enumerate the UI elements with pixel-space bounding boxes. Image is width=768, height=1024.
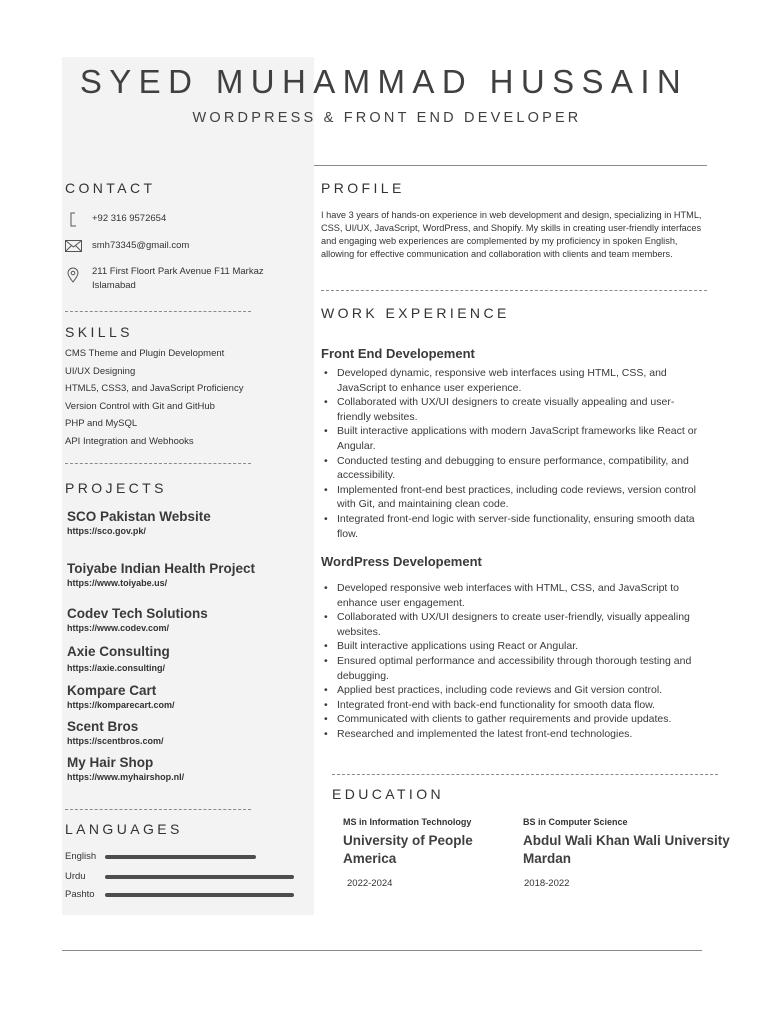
education-item	[343, 816, 493, 889]
skills-heading: SKILLS	[65, 324, 133, 340]
job-duty: • Developed responsive web interfaces with HTML, CSS, and JavaScript to enhance user engagement.	[321, 581, 706, 610]
project-item	[67, 683, 175, 711]
language-row	[65, 871, 294, 882]
job-duty: • Collaborated with UX/UI designers to create user-friendly, visually appealing websites.	[321, 610, 706, 639]
candidate-name: SYED MUHAMMAD HUSSAIN	[79, 63, 689, 100]
contact-divider	[65, 311, 251, 312]
job-title: WordPress Developement	[321, 554, 482, 569]
profile-heading: PROFILE	[321, 180, 405, 196]
projects-heading: PROJECTS	[65, 480, 167, 496]
address-text	[92, 265, 264, 292]
language-level-bar	[105, 875, 294, 879]
education-years: 2022-2024	[347, 878, 393, 889]
language-level-bar	[105, 893, 294, 897]
envelope-icon	[64, 239, 82, 253]
job-title: Front End Developement	[321, 346, 475, 361]
profile-summary: I have 3 years of hands-on experience in web development and design, specializing in HTML, CSS, UI/UX, JavaScript, WordPress, and Shopify. My skills in creating user-friendly interfaces and engaging web experiences are complemented by my proficiency in spoken English, allowing for effective communication and collaboration with clients and team members.	[321, 210, 702, 259]
education-school	[523, 832, 738, 868]
address-line-2: Islamabad	[92, 279, 136, 291]
job-duty: • Ensured optimal performance and accessibility through thorough testing and debugging.	[321, 654, 706, 683]
language-level-fill	[105, 855, 256, 859]
language-row	[65, 889, 294, 900]
work-divider	[332, 774, 718, 775]
education-heading: EDUCATION	[332, 786, 445, 802]
job-duty: • Built interactive applications with modern JavaScript frameworks like React or Angular.	[321, 424, 706, 453]
project-name: SCO Pakistan Website	[67, 509, 211, 524]
education-degree: BS in Computer Science	[523, 817, 628, 827]
job-duty: • Built interactive applications using React or Angular.	[321, 639, 706, 654]
language-level-fill	[105, 875, 294, 879]
education-degree: MS in Information Technology	[343, 817, 472, 827]
job-duty: • Researched and implemented the latest front-end technologies.	[321, 727, 706, 742]
education-item	[523, 816, 738, 889]
language-name: Pashto	[65, 889, 95, 900]
project-link[interactable]: https://scentbros.com/	[67, 736, 164, 746]
project-name: Axie Consulting	[67, 644, 170, 659]
education-school-name: University of People America	[343, 833, 473, 866]
skills-list	[65, 347, 243, 452]
contact-email	[64, 239, 189, 253]
job-duty: • Collaborated with UX/UI designers to create visually appealing and user-friendly websites.	[321, 395, 706, 424]
job-duty: • Implemented front-end best practices, including code reviews, version control with Git, and maintaining clean code.	[321, 483, 706, 512]
location-pin-icon	[64, 268, 82, 282]
address-line-1: 211 First Floort Park Avenue F11 Markaz	[92, 266, 264, 277]
project-item	[67, 561, 255, 589]
language-row	[65, 851, 294, 862]
skills-divider	[65, 463, 251, 464]
education-years: 2018-2022	[524, 878, 570, 889]
project-item	[67, 509, 211, 537]
project-link[interactable]: https://www.myhairshop.nl/	[67, 772, 185, 782]
header-divider	[314, 165, 707, 166]
language-name: Urdu	[65, 871, 86, 882]
phone-number: +92 316 9572654	[92, 213, 167, 224]
skill-item: PHP and MySQL	[65, 418, 138, 429]
skill-item: Version Control with Git and GitHub	[65, 400, 215, 412]
skill-item: API Integration and Webhooks	[65, 435, 194, 447]
project-name: Toiyabe Indian Health Project	[67, 561, 256, 576]
project-name: My Hair Shop	[67, 755, 154, 770]
job-duty: • Integrated front-end with back-end functionality for smooth data flow.	[321, 698, 706, 713]
education-school	[343, 832, 493, 868]
job-duty: • Communicated with clients to gather requirements and provide updates.	[321, 712, 706, 727]
project-name: Codev Tech Solutions	[67, 606, 208, 621]
languages-heading: LANGUAGES	[65, 821, 183, 837]
project-name: Kompare Cart	[67, 683, 157, 698]
job-duty: • Applied best practices, including code reviews and Git version control.	[321, 683, 706, 698]
candidate-role: WORDPRESS & FRONT END DEVELOPER	[192, 110, 582, 126]
profile-divider	[321, 290, 707, 291]
project-link[interactable]: https://komparecart.com/	[67, 700, 175, 710]
project-item	[67, 719, 164, 747]
skill-item: UI/UX Designing	[65, 365, 136, 377]
education-school-name: Abdul Wali Khan Wali University Mardan	[523, 833, 730, 866]
project-link[interactable]: https://axie.consulting/	[67, 663, 166, 673]
contact-heading: CONTACT	[65, 180, 156, 196]
skill-item: HTML5, CSS3, and JavaScript Proficiency	[65, 383, 244, 394]
project-item	[67, 755, 184, 783]
contact-address	[64, 265, 264, 292]
job-duty: • Conducted testing and debugging to ensure performance, compatibility, and accessibility.	[321, 454, 706, 483]
job-duty: • Integrated front-end logic with server-side functionality, ensuring smooth data flow.	[321, 512, 706, 541]
job-duties-list	[321, 366, 706, 541]
email-address[interactable]: smh73345@gmail.com	[92, 240, 190, 251]
language-level-bar	[105, 855, 294, 859]
language-name: English	[65, 851, 97, 862]
phone-icon	[64, 212, 82, 226]
footer-divider	[62, 950, 702, 951]
job-duty: • Developed dynamic, responsive web interfaces using HTML, CSS, and JavaScript to enhance user experience.	[321, 366, 706, 395]
project-link[interactable]: https://sco.gov.pk/	[67, 526, 146, 536]
project-link[interactable]: https://www.codev.com/	[67, 623, 170, 633]
language-level-fill	[105, 893, 294, 897]
contact-phone	[64, 212, 166, 226]
project-link[interactable]: https://www.toiyabe.us/	[67, 578, 168, 588]
job-duties-list	[321, 581, 706, 742]
work-experience-heading: WORK EXPERIENCE	[321, 305, 510, 321]
projects-divider	[65, 809, 251, 810]
skill-item: CMS Theme and Plugin Development	[65, 348, 225, 359]
project-name: Scent Bros	[67, 719, 139, 734]
project-item	[67, 644, 170, 674]
project-item	[67, 606, 208, 634]
